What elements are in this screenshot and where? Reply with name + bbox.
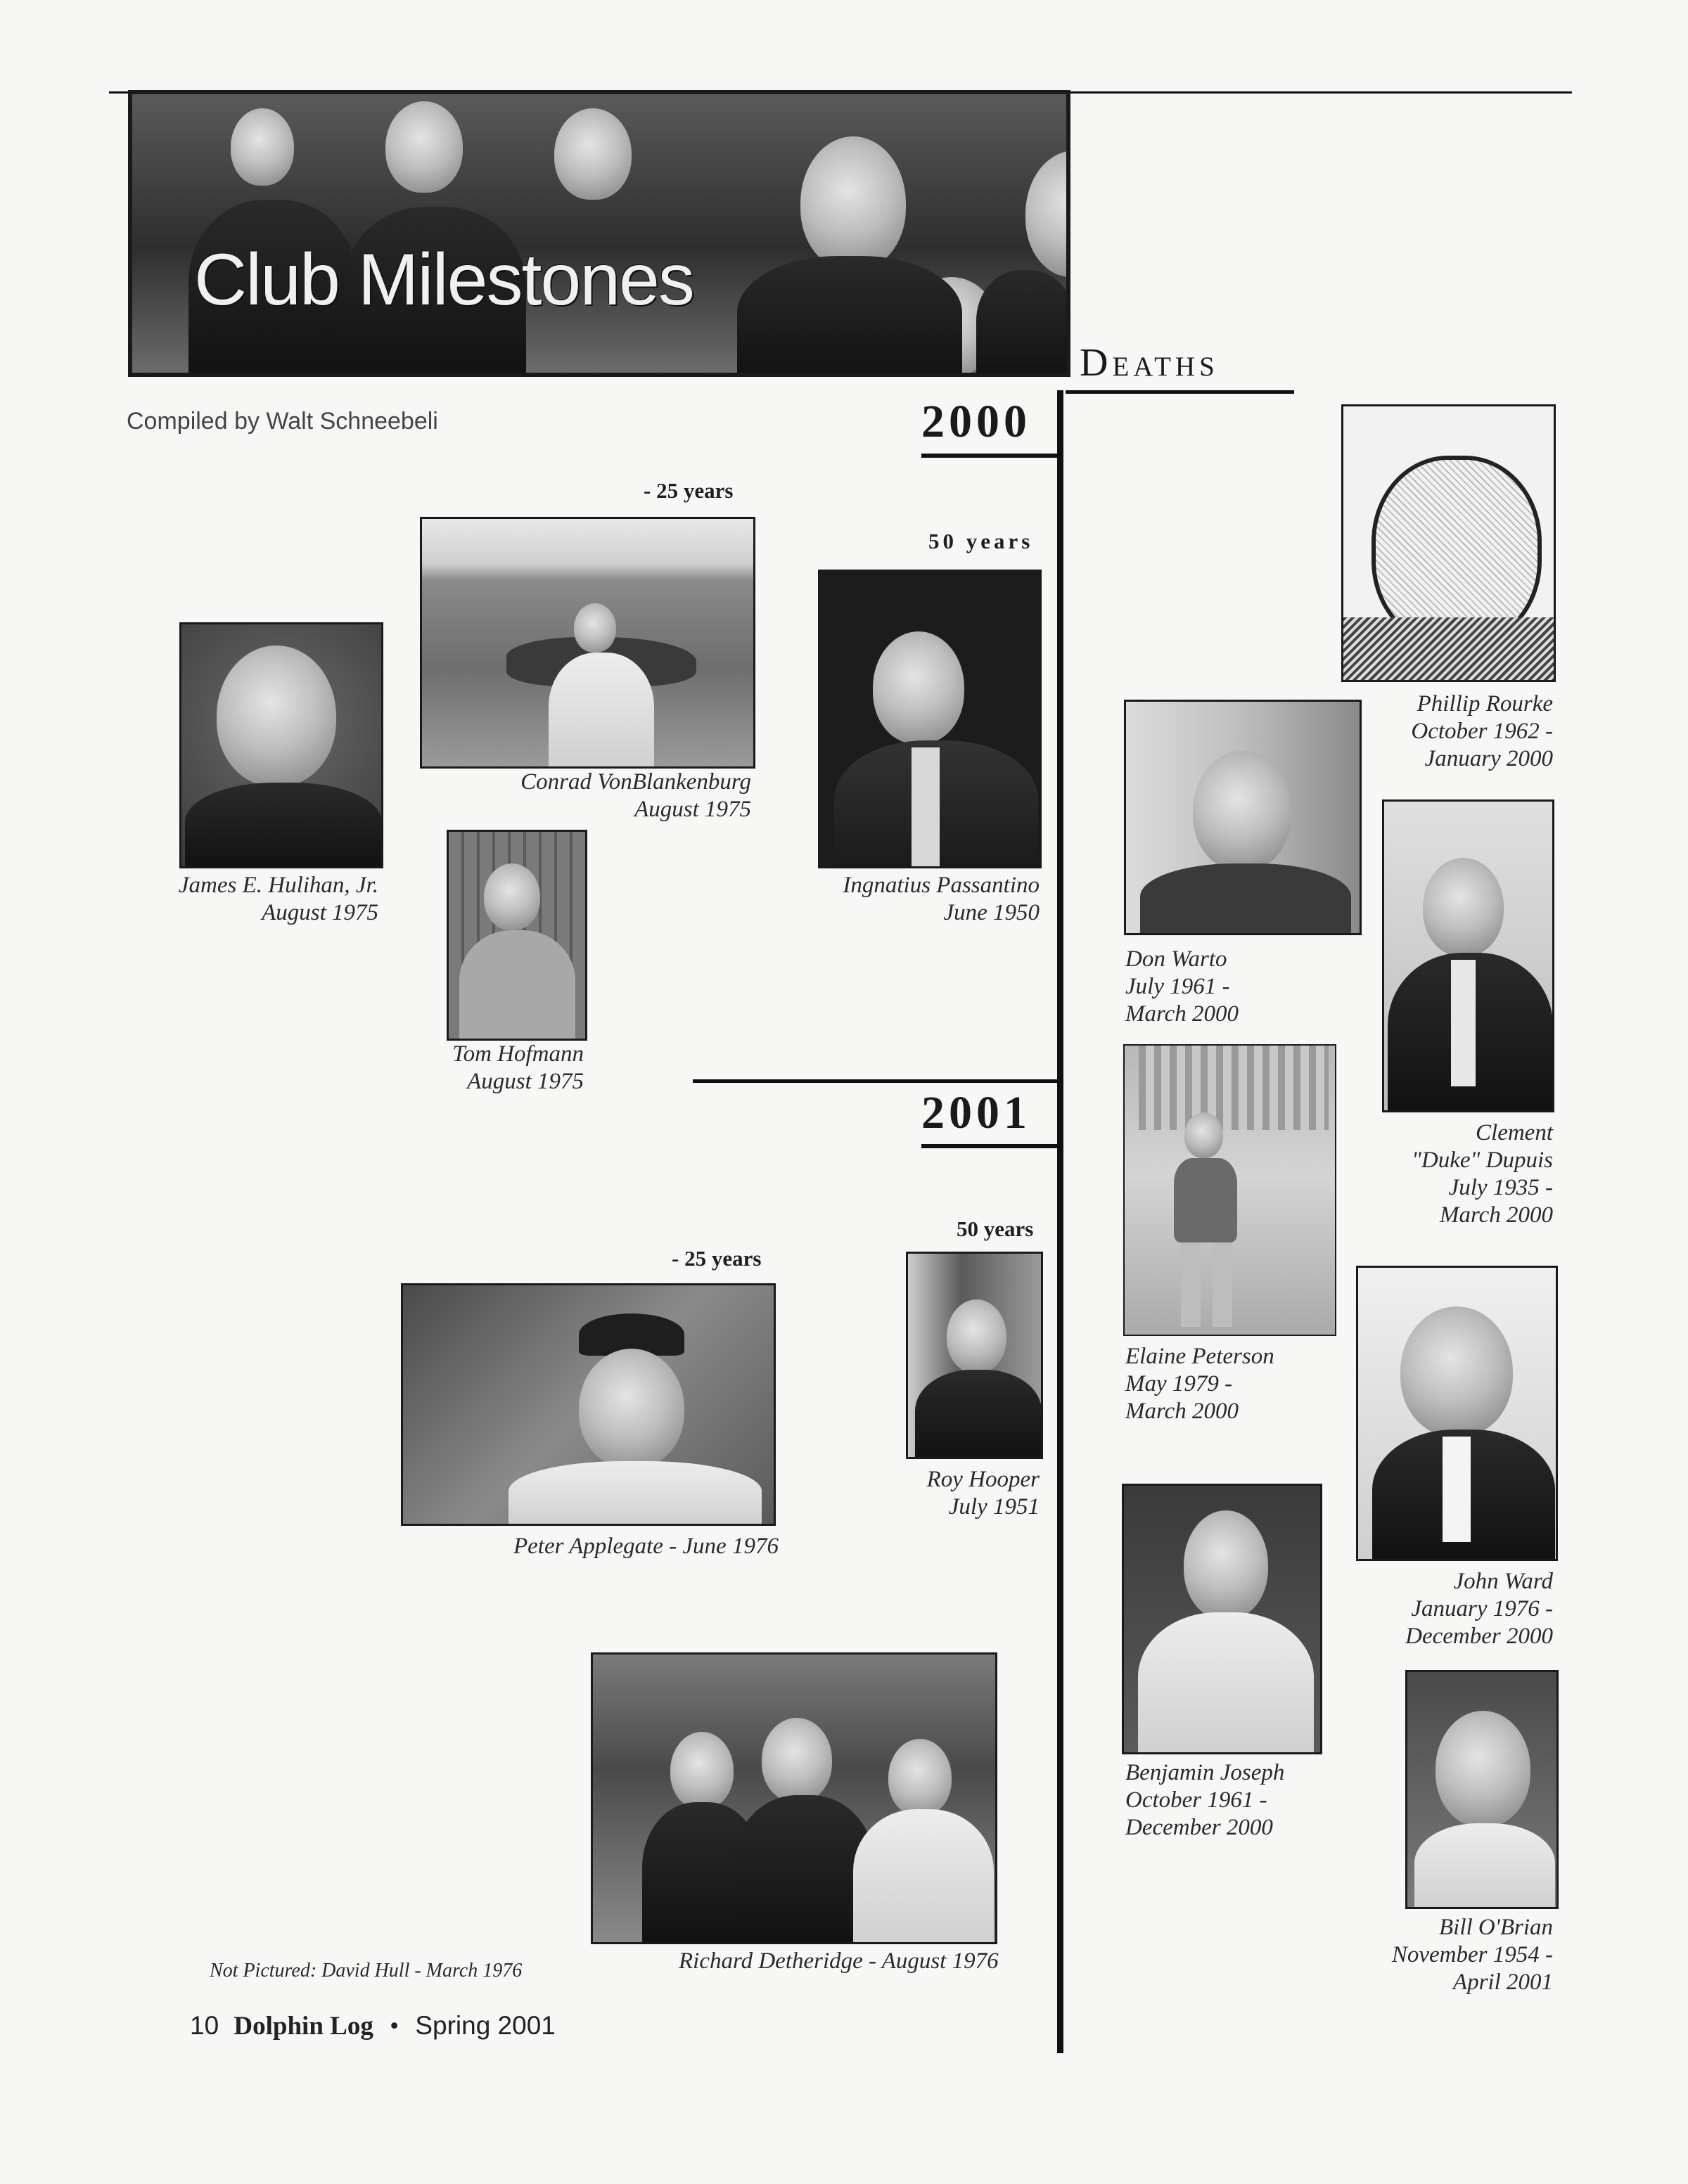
year-2001-50-label: 50 years	[957, 1216, 1034, 1241]
year-2001-heading: 2001	[921, 1087, 1031, 1138]
photo-peter-applegate	[401, 1283, 776, 1526]
photo-elaine-peterson	[1123, 1044, 1336, 1336]
caption-conrad-vonblankenburg	[450, 769, 751, 823]
caption-tom-name: Tom Hofmann	[452, 1041, 584, 1067]
caption-phillip-rourke	[1336, 690, 1553, 773]
year-2001-rule	[921, 1144, 1059, 1148]
caption-clement-nickname: "Duke" Dupuis	[1412, 1148, 1553, 1173]
not-pictured-note: Not Pictured: David Hull - March 1976	[210, 1960, 523, 1981]
year-divider-rule	[693, 1079, 1059, 1083]
caption-benjamin-joseph	[1125, 1759, 1284, 1842]
caption-clement-dupuis	[1336, 1119, 1553, 1229]
caption-roy-date: July 1951	[948, 1494, 1040, 1520]
footer-page-number: 10	[190, 2011, 219, 2040]
caption-phillip-date-to: January 2000	[1424, 746, 1553, 771]
year-2000-heading: 2000	[921, 396, 1031, 447]
photo-tom-hofmann	[447, 830, 587, 1041]
photo-john-ward	[1356, 1266, 1558, 1561]
year-2000-25-label: - 25 years	[644, 478, 734, 503]
photo-ingnatius-passantino	[818, 570, 1042, 868]
photo-don-warto	[1124, 700, 1362, 935]
caption-don-date-from: July 1961 -	[1125, 974, 1230, 999]
caption-john-date-from: January 1976 -	[1411, 1596, 1553, 1621]
caption-conrad-name: Conrad VonBlankenburg	[520, 769, 751, 795]
page-footer	[190, 2011, 556, 2041]
deaths-heading: Deaths	[1080, 341, 1219, 385]
photo-clement-dupuis	[1382, 799, 1554, 1112]
footer-publication: Dolphin Log	[234, 2012, 373, 2041]
caption-tom-hofmann	[394, 1041, 584, 1096]
caption-richard-detheridge: Richard Detheridge - August 1976	[679, 1948, 999, 1974]
caption-phillip-name: Phillip Rourke	[1417, 691, 1553, 717]
caption-john-name: John Ward	[1453, 1569, 1553, 1594]
caption-benjamin-date-from: October 1961 -	[1125, 1787, 1267, 1813]
footer-bullet: •	[390, 2012, 399, 2041]
caption-elaine-date-from: May 1979 -	[1125, 1371, 1233, 1396]
caption-don-name: Don Warto	[1125, 946, 1227, 972]
caption-clement-name: Clement	[1476, 1120, 1553, 1145]
timeline-vertical-rule	[1057, 390, 1063, 2053]
year-2000-rule	[921, 454, 1059, 458]
caption-john-date-to: December 2000	[1405, 1624, 1553, 1649]
caption-clement-date-to: March 2000	[1439, 1202, 1553, 1228]
caption-tom-date: August 1975	[467, 1069, 584, 1094]
photo-conrad-vonblankenburg	[420, 517, 755, 769]
photo-richard-detheridge	[591, 1652, 997, 1944]
caption-elaine-peterson	[1125, 1343, 1274, 1425]
caption-roy-name: Roy Hooper	[926, 1467, 1040, 1492]
deaths-heading-rule	[1066, 390, 1294, 394]
caption-ingnatius-passantino	[788, 872, 1040, 927]
header-banner-photo	[128, 90, 1070, 377]
caption-james-hulihan	[169, 872, 378, 927]
photo-roy-hooper	[906, 1252, 1043, 1459]
caption-james-date: August 1975	[262, 900, 378, 925]
caption-roy-hooper	[844, 1466, 1040, 1521]
caption-elaine-name: Elaine Peterson	[1125, 1344, 1274, 1369]
caption-bill-date-from: November 1954 -	[1391, 1942, 1553, 1967]
caption-phillip-date-from: October 1962 -	[1411, 719, 1553, 744]
banner-title: Club Milestones	[194, 239, 693, 321]
caption-bill-name: Bill O'Brian	[1439, 1915, 1553, 1940]
caption-don-date-to: March 2000	[1125, 1001, 1239, 1027]
caption-benjamin-date-to: December 2000	[1125, 1815, 1273, 1840]
caption-benjamin-name: Benjamin Joseph	[1125, 1760, 1285, 1785]
caption-don-warto	[1125, 946, 1239, 1028]
year-2000-50-label: 50 years	[928, 529, 1034, 553]
caption-james-name: James E. Hulihan, Jr.	[178, 873, 378, 898]
caption-ingnatius-name: Ingnatius Passantino	[843, 873, 1040, 898]
photo-benjamin-joseph	[1122, 1484, 1322, 1754]
caption-ingnatius-date: June 1950	[943, 900, 1040, 925]
compiled-by: Compiled by Walt Schneebeli	[127, 408, 438, 435]
caption-bill-date-to: April 2001	[1452, 1970, 1553, 1995]
caption-john-ward	[1336, 1568, 1553, 1650]
caption-elaine-date-to: March 2000	[1125, 1399, 1239, 1424]
caption-clement-date-from: July 1935 -	[1448, 1175, 1553, 1200]
photo-phillip-rourke	[1341, 404, 1556, 682]
year-2001-25-label: - 25 years	[672, 1246, 762, 1271]
photo-bill-obrian	[1405, 1670, 1559, 1909]
footer-issue: Spring 2001	[415, 2011, 556, 2040]
caption-bill-obrian	[1336, 1914, 1553, 1996]
caption-peter-applegate: Peter Applegate - June 1976	[513, 1534, 779, 1559]
caption-conrad-date: August 1975	[634, 797, 751, 822]
photo-james-hulihan	[179, 622, 383, 868]
